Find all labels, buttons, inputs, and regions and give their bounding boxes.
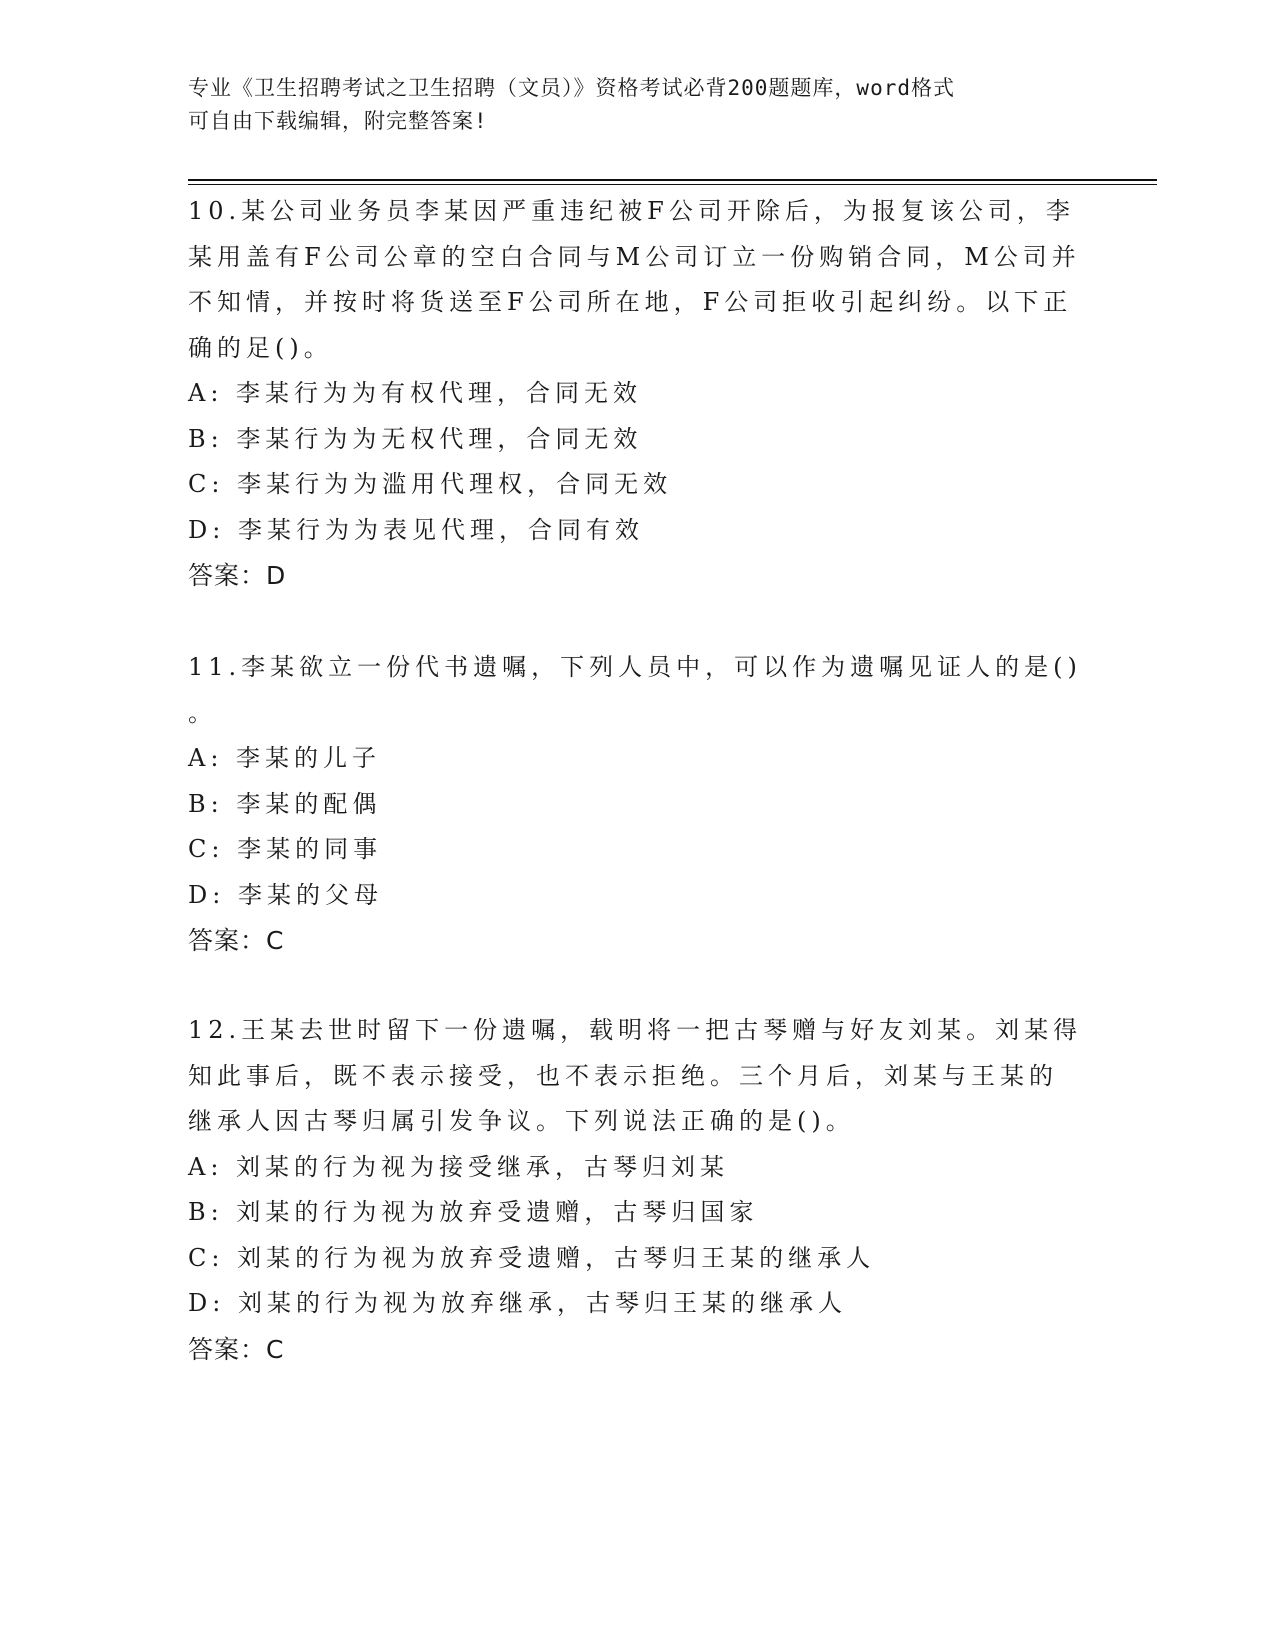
option-b: B: 刘某的行为视为放弃受遗赠，古琴归国家 — [188, 1198, 759, 1226]
header-line-1: 专业《卫生招聘考试之卫生招聘（文员）》资格考试必背200题题库，word格式 — [188, 76, 955, 100]
answer-label: 答案：C — [188, 1334, 285, 1364]
question-10 — [188, 189, 1088, 599]
answer-label: 答案：D — [188, 561, 287, 590]
option-a: A: 李某的儿子 — [188, 744, 382, 772]
answer-label: 答案：C — [188, 926, 285, 955]
option-c: C: 刘某的行为视为放弃受遗赠，古琴归王某的继承人 — [188, 1243, 876, 1272]
question-stem-line: 12.王某去世时留下一份遗嘱，载明将一把古琴赠与好友刘某。刘某得 — [188, 1016, 1083, 1044]
option-d: D: 刘某的行为视为放弃继承，古琴归王某的继承人 — [188, 1289, 847, 1317]
header-divider-thick — [188, 179, 1157, 181]
header-divider-thin — [188, 184, 1157, 185]
question-11 — [188, 645, 1088, 964]
question-stem-line: 知此事后，既不表示接受，也不表示拒绝。三个月后，刘某与王某的 — [188, 1061, 1058, 1090]
question-stem-line: 11.李某欲立一份代书遗嘱，下列人员中，可以作为遗嘱见证人的是() — [188, 653, 1082, 681]
option-a: A: 李某行为为有权代理，合同无效 — [188, 379, 643, 407]
option-b: B: 李某的配偶 — [188, 789, 382, 818]
option-d: D: 李某行为为表见代理，合同有效 — [188, 515, 644, 544]
question-stem-line: 。 — [188, 698, 217, 727]
question-12 — [188, 1008, 1088, 1372]
option-c: C: 李某的同事 — [188, 835, 383, 863]
question-stem-line: 不知情，并按时将货送至F公司所在地，F公司拒收引起纠纷。以下正 — [188, 288, 1073, 316]
question-stem — [188, 1008, 1088, 1145]
question-stem-line: 确的足()。 — [188, 333, 333, 362]
option-b: B: 李某行为为无权代理，合同无效 — [188, 424, 643, 453]
option-c: C: 李某行为为滥用代理权，合同无效 — [188, 470, 673, 498]
option-d: D: 李某的父母 — [188, 880, 383, 909]
question-stem-line: 继承人因古琴归属引发争议。下列说法正确的是()。 — [188, 1107, 855, 1135]
question-stem — [188, 645, 1088, 736]
document-header — [188, 72, 1088, 138]
question-stem-line: 某用盖有F公司公章的空白合同与M公司订立一份购销合同，M公司并 — [188, 242, 1081, 271]
header-line-2: 可自由下载编辑，附完整答案! — [188, 109, 488, 133]
option-a: A: 刘某的行为视为接受继承，古琴归刘某 — [188, 1152, 730, 1181]
question-stem — [188, 189, 1088, 371]
question-stem-line: 10.某公司业务员李某因严重违纪被F公司开除后，为报复该公司，李 — [188, 197, 1075, 225]
